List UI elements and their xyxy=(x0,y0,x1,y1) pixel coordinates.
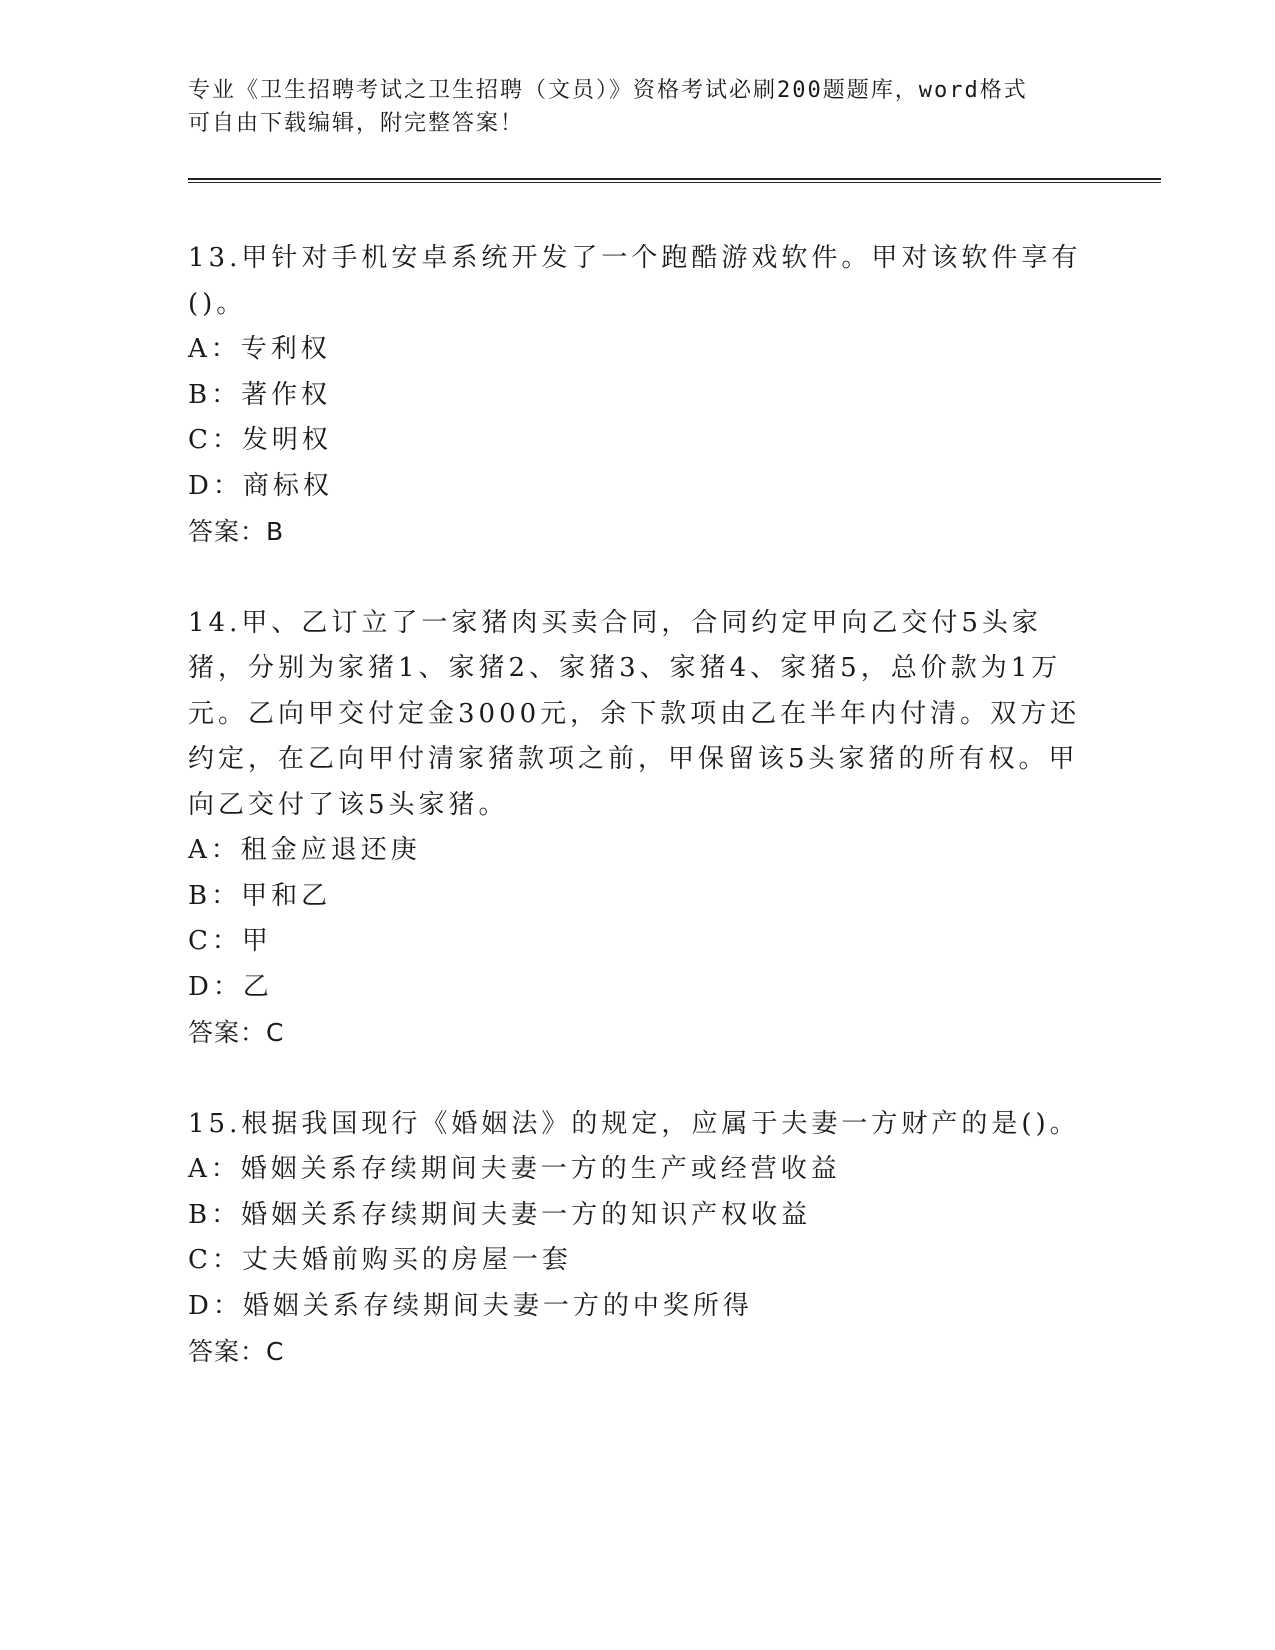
question-stem: 14.甲、乙订立了一家猪肉买卖合同，合同约定甲向乙交付5头家猪，分别为家猪1、家猪2、家猪3、家猪4、家猪5，总价款为1万元。乙向甲交付定金3000元，余下款项由乙在半年内付清。双方还约定，在乙向甲付清家猪款项之前，甲保留该5头家猪的所有权。甲向乙交付了该5头家猪。 xyxy=(188,607,1081,820)
question-stem: 13.甲针对手机安卓系统开发了一个跑酷游戏软件。甲对该软件享有()。 xyxy=(188,243,1082,319)
option-a: A：婚姻关系存续期间夫妻一方的生产或经营收益 xyxy=(188,1154,841,1184)
question-15 xyxy=(188,1102,1088,1375)
header-line-2: 可自由下载编辑，附完整答案！ xyxy=(188,111,525,136)
option-c: C：丈夫婚前购买的房屋一套 xyxy=(188,1245,572,1275)
answer-line: 答案：C xyxy=(188,1337,285,1366)
answer-line: 答案：B xyxy=(188,517,285,546)
option-d: D：乙 xyxy=(188,971,273,1002)
header-divider xyxy=(188,178,1161,183)
question-list xyxy=(188,236,1088,1421)
question-13 xyxy=(188,236,1088,555)
option-d: D：商标权 xyxy=(188,470,333,501)
option-d: D：婚姻关系存续期间夫妻一方的中奖所得 xyxy=(188,1290,753,1321)
header-line-1: 专业《卫生招聘考试之卫生招聘（文员）》资格考试必刷200题题库，word格式 xyxy=(188,78,1028,103)
question-14 xyxy=(188,601,1088,1056)
question-stem: 15.根据我国现行《婚姻法》的规定，应属于夫妻一方财产的是()。 xyxy=(188,1108,1080,1139)
option-b: B：著作权 xyxy=(188,379,332,410)
option-a: A：专利权 xyxy=(188,334,331,364)
document-header xyxy=(188,74,1088,140)
option-b: B：婚姻关系存续期间夫妻一方的知识产权收益 xyxy=(188,1199,812,1230)
option-a: A：租金应退还庚 xyxy=(188,835,421,865)
answer-line: 答案：C xyxy=(188,1018,285,1047)
option-b: B：甲和乙 xyxy=(188,880,332,911)
option-c: C：甲 xyxy=(188,926,272,956)
option-c: C：发明权 xyxy=(188,425,332,455)
